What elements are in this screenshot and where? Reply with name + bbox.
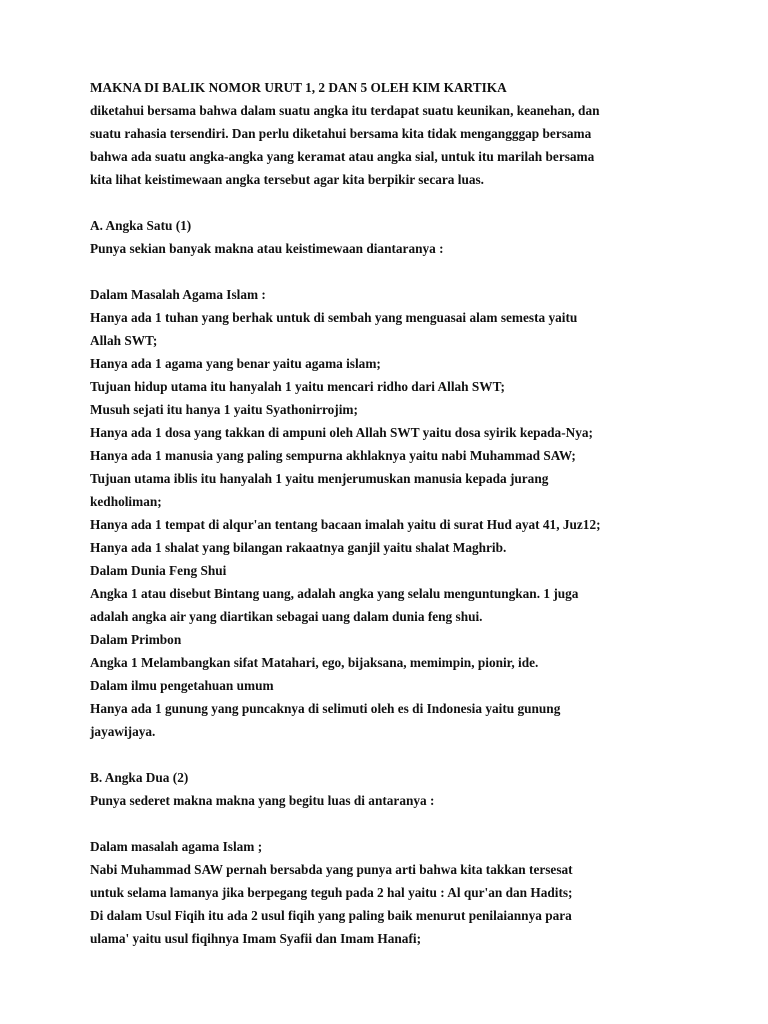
section-a-fengshui-heading: Dalam Dunia Feng Shui [90, 563, 227, 578]
section-b-islam-line: untuk selama lamanya jika berpegang teguh pada 2 hal yaitu : Al qur'an dan Hadits; [90, 885, 573, 900]
section-a-islam-line: Tujuan utama iblis itu hanyalah 1 yaitu menjerumuskan manusia kepada jurang [90, 471, 549, 486]
paragraph-gap [90, 743, 690, 766]
section-b-heading: B. Angka Dua (2) [90, 770, 189, 785]
section-a-islam-line: Hanya ada 1 manusia yang paling sempurna akhlaknya yaitu nabi Muhammad SAW; [90, 448, 576, 463]
section-a-fengshui-line: adalah angka air yang diartikan sebagai uang dalam dunia feng shui. [90, 609, 483, 624]
section-b-islam-line: ulama' yaitu usul fiqihnya Imam Syafii dan Imam Hanafi; [90, 931, 422, 946]
section-a-primbon-heading: Dalam Primbon [90, 632, 182, 647]
section-a-islam-line: Hanya ada 1 shalat yang bilangan rakaatnya ganjil yaitu shalat Maghrib. [90, 540, 507, 555]
section-a-islam-line: Musuh sejati itu hanya 1 yaitu Syathonirrojim; [90, 402, 358, 417]
section-a-umum-heading: Dalam ilmu pengetahuan umum [90, 678, 274, 693]
section-a-islam-line: Hanya ada 1 agama yang benar yaitu agama islam; [90, 356, 381, 371]
paragraph-gap [90, 812, 690, 835]
paragraph-gap [90, 260, 690, 283]
section-a-fengshui-line: Angka 1 atau disebut Bintang uang, adalah angka yang selalu menguntungkan. 1 juga [90, 586, 579, 601]
section-a-subheading: Punya sekian banyak makna atau keistimewaan diantaranya : [90, 241, 444, 256]
section-a-islam-line: Hanya ada 1 dosa yang takkan di ampuni oleh Allah SWT yaitu dosa syirik kepada-Nya; [90, 425, 593, 440]
document-title: MAKNA DI BALIK NOMOR URUT 1, 2 DAN 5 OLEH KIM KARTIKA [90, 80, 507, 95]
document-body [90, 76, 690, 950]
section-b-islam-line: Nabi Muhammad SAW pernah bersabda yang punya arti bahwa kita takkan tersesat [90, 862, 573, 877]
section-a-umum-line: Hanya ada 1 gunung yang puncaknya di selimuti oleh es di Indonesia yaitu gunung [90, 701, 561, 716]
intro-line: bahwa ada suatu angka-angka yang keramat atau angka sial, untuk itu marilah bersama [90, 149, 595, 164]
section-a-islam-line: Tujuan hidup utama itu hanyalah 1 yaitu mencari ridho dari Allah SWT; [90, 379, 505, 394]
section-a-islam-line: Hanya ada 1 tempat di alqur'an tentang bacaan imalah yaitu di surat Hud ayat 41, Juz12; [90, 517, 601, 532]
section-a-islam-line: Hanya ada 1 tuhan yang berhak untuk di sembah yang menguasai alam semesta yaitu [90, 310, 578, 325]
section-a-primbon-line: Angka 1 Melambangkan sifat Matahari, ego, bijaksana, memimpin, pionir, ide. [90, 655, 539, 670]
section-a-islam-line: Allah SWT; [90, 333, 158, 348]
section-b-islam-heading: Dalam masalah agama Islam ; [90, 839, 263, 854]
paragraph-gap [90, 191, 690, 214]
section-b-subheading: Punya sederet makna makna yang begitu luas di antaranya : [90, 793, 435, 808]
section-a-umum-line: jayawijaya. [90, 724, 156, 739]
section-b-islam-line: Di dalam Usul Fiqih itu ada 2 usul fiqih yang paling baik menurut penilaiannya para [90, 908, 572, 923]
section-a-islam-heading: Dalam Masalah Agama Islam : [90, 287, 266, 302]
section-a-islam-line: kedholiman; [90, 494, 162, 509]
section-a-heading: A. Angka Satu (1) [90, 218, 192, 233]
intro-line: diketahui bersama bahwa dalam suatu angka itu terdapat suatu keunikan, keanehan, dan [90, 103, 600, 118]
intro-line: suatu rahasia tersendiri. Dan perlu diketahui bersama kita tidak mengangggap bersama [90, 126, 592, 141]
intro-line: kita lihat keistimewaan angka tersebut agar kita berpikir secara luas. [90, 172, 484, 187]
